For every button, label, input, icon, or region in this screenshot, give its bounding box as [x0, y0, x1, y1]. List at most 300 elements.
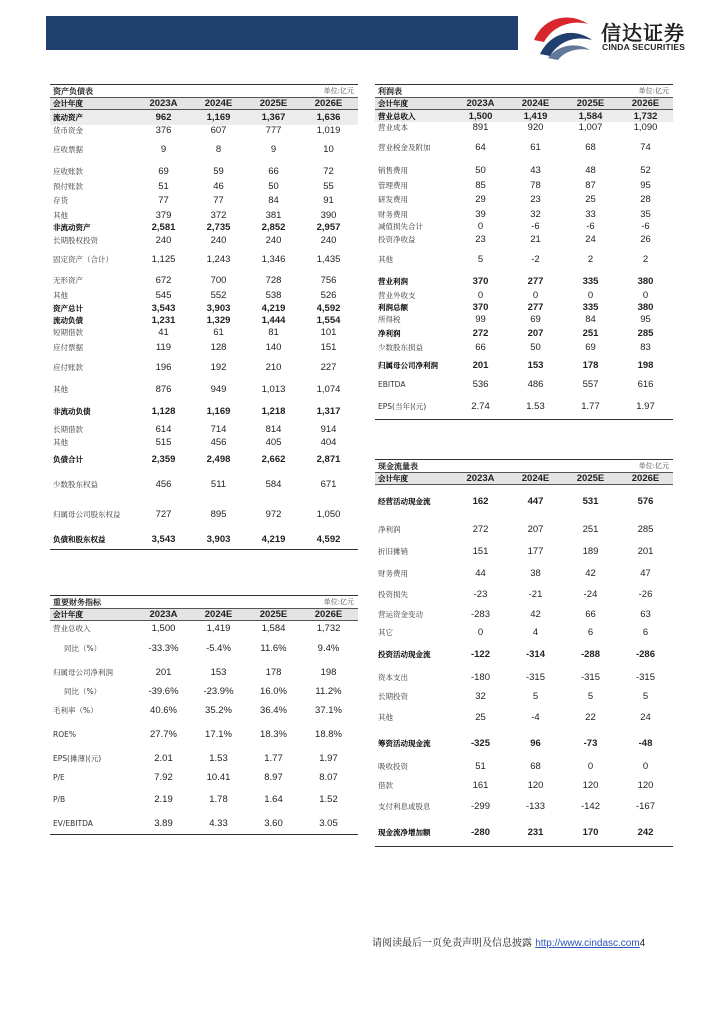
row-value: 1,419 — [523, 110, 548, 122]
row-value: 3.60 — [264, 817, 283, 829]
row-label: 所得税 — [378, 315, 401, 324]
table-row — [50, 233, 358, 247]
row-value: 1,074 — [316, 383, 341, 395]
row-label: EPS(当年)(元) — [378, 401, 427, 411]
row-label: 同比（%） — [64, 686, 102, 696]
row-value: 33 — [585, 208, 596, 220]
row-value: -21 — [528, 588, 543, 600]
row-value: 72 — [323, 165, 334, 177]
header-banner — [46, 16, 518, 50]
row-value: 700 — [210, 274, 227, 286]
row-value: 0 — [642, 760, 649, 772]
row-value: -167 — [635, 801, 655, 812]
row-value: 545 — [155, 290, 172, 301]
row-value: 949 — [210, 383, 227, 395]
table-row — [375, 641, 673, 667]
row-value: -314 — [525, 648, 545, 660]
row-value: 23 — [475, 233, 486, 245]
row-value: 1,419 — [206, 623, 231, 634]
row-value: 511 — [210, 479, 227, 490]
row-value: 66 — [268, 165, 279, 177]
row-value: 84 — [585, 314, 596, 325]
table-row — [375, 246, 673, 273]
row-value: 151 — [320, 342, 337, 353]
column-header-year: 2023A — [149, 98, 178, 109]
row-value: 201 — [637, 546, 654, 557]
row-value: 2,871 — [316, 453, 341, 465]
column-header-label: 会计年度 — [53, 99, 83, 108]
table-row — [375, 705, 673, 729]
row-value: 8.97 — [264, 772, 283, 783]
row-label: 预付账款 — [53, 181, 83, 191]
table-row — [50, 326, 358, 339]
table-row — [375, 289, 673, 301]
row-value: 91 — [323, 195, 334, 206]
column-header-year: 2026E — [631, 473, 660, 484]
row-value: 9 — [270, 144, 277, 155]
table-title: 利润表 — [378, 87, 402, 96]
row-value: 11.6% — [260, 642, 287, 654]
table-row — [50, 339, 358, 356]
row-label: 营业利润 — [378, 276, 408, 286]
row-label: 其他 — [378, 712, 393, 722]
row-value: 1.77 — [581, 400, 600, 412]
table-title: 现金流量表 — [378, 462, 418, 471]
row-label: 应付票据 — [53, 343, 83, 352]
column-header-year: 2025E — [259, 98, 288, 109]
table-row — [375, 818, 673, 846]
table-row — [375, 178, 673, 192]
row-value: 47 — [640, 567, 651, 579]
table-row — [375, 301, 673, 313]
row-value: 6 — [587, 627, 594, 638]
row-value: 728 — [265, 274, 282, 286]
row-label: 毛利率（%） — [53, 705, 98, 715]
row-value: 607 — [210, 125, 227, 136]
table-row — [375, 232, 673, 246]
row-value: 2,735 — [206, 222, 231, 233]
table-unit: 单位:亿元 — [323, 598, 354, 606]
row-value: 120 — [637, 779, 654, 791]
row-value: -5.4% — [206, 642, 231, 654]
table-bottom-rule — [50, 834, 358, 835]
table-row — [50, 356, 358, 378]
row-label: 长期借款 — [53, 424, 83, 434]
row-value: 1,218 — [261, 405, 286, 417]
row-value: 814 — [265, 423, 282, 435]
row-value: 26 — [640, 233, 651, 245]
row-value: 99 — [475, 314, 486, 325]
table-unit: 单位:亿元 — [638, 87, 669, 95]
table-row — [50, 179, 358, 193]
row-value: 372 — [210, 209, 227, 221]
table-row — [375, 340, 673, 354]
column-header-year: 2025E — [259, 609, 288, 620]
row-value: 1.52 — [319, 793, 338, 805]
row-value: 74 — [640, 142, 651, 153]
row-value: 29 — [475, 194, 486, 205]
table-row — [375, 604, 673, 624]
row-label: 归属母公司净利润 — [378, 360, 438, 370]
row-value: 536 — [472, 379, 489, 390]
row-label: 现金流净增加额 — [378, 827, 431, 837]
row-value: 69 — [530, 314, 541, 325]
row-value: 914 — [320, 423, 337, 435]
row-value: 18.3% — [260, 729, 287, 740]
row-value: 1,444 — [261, 314, 286, 326]
row-value: 50 — [530, 341, 541, 353]
row-value: 64 — [475, 142, 486, 153]
row-value: 81 — [268, 327, 279, 338]
row-value: 170 — [582, 826, 599, 838]
row-value: 43 — [530, 164, 541, 176]
row-value: 272 — [472, 327, 489, 339]
row-value: 2,359 — [151, 453, 176, 465]
row-value: 4.33 — [209, 817, 228, 829]
row-value: -23 — [473, 588, 488, 600]
table-row — [375, 517, 673, 541]
row-value: 2.01 — [154, 752, 173, 764]
row-value: 335 — [582, 275, 599, 287]
row-label: P/E — [53, 773, 65, 782]
row-value: 101 — [320, 327, 337, 338]
row-label: 研发费用 — [378, 195, 408, 204]
row-value: 61 — [213, 327, 224, 338]
row-value: 153 — [527, 359, 544, 371]
row-value: 0 — [532, 289, 539, 301]
column-header-label: 会计年度 — [378, 474, 408, 483]
row-value: 1,732 — [633, 110, 658, 122]
row-label: 财务费用 — [378, 209, 408, 219]
table-row — [375, 376, 673, 393]
row-label: 净利润 — [378, 328, 401, 338]
row-value: 83 — [640, 341, 651, 353]
row-value: 1,732 — [316, 623, 341, 634]
table-row — [375, 541, 673, 562]
row-value: 671 — [320, 479, 337, 490]
row-label: 其他 — [53, 291, 68, 300]
row-value: 1,231 — [151, 314, 176, 326]
row-value: 251 — [582, 327, 599, 339]
row-value: -4 — [531, 711, 540, 723]
row-value: 59 — [213, 165, 224, 177]
row-value: 272 — [472, 523, 489, 535]
row-value: 379 — [155, 209, 172, 221]
row-value: -33.3% — [148, 642, 179, 654]
row-value: 240 — [210, 234, 227, 246]
row-value: 2 — [642, 254, 649, 265]
row-value: 55 — [323, 180, 334, 192]
column-header-year: 2026E — [314, 609, 343, 620]
row-value: 376 — [155, 125, 172, 136]
row-label: 长期投资 — [378, 691, 408, 701]
row-label: 同比（%） — [64, 643, 102, 653]
table-row — [375, 393, 673, 419]
table-row — [50, 470, 358, 499]
row-value: 3,543 — [151, 534, 176, 545]
row-value: 95 — [640, 179, 651, 191]
row-value: 5 — [532, 690, 539, 702]
row-value: 456 — [210, 436, 227, 448]
row-value: 5 — [642, 690, 649, 702]
row-value: 10 — [323, 144, 334, 155]
table-row — [375, 795, 673, 818]
table-header — [375, 459, 673, 472]
column-header-label: 会计年度 — [53, 610, 83, 619]
column-header-row — [375, 97, 673, 110]
row-value: 0 — [477, 627, 484, 638]
row-value: 390 — [320, 209, 337, 221]
row-value: 42 — [585, 567, 596, 579]
row-label: 投资净收益 — [378, 234, 416, 244]
row-label: 投资损失 — [378, 589, 408, 599]
row-value: 231 — [527, 826, 544, 838]
row-value: -6 — [531, 221, 540, 232]
row-value: 4 — [532, 627, 539, 638]
row-value: 44 — [475, 567, 486, 579]
row-value: 96 — [530, 737, 541, 749]
row-value: -142 — [580, 801, 600, 812]
row-value: 1,169 — [206, 112, 231, 123]
table-row — [375, 624, 673, 641]
row-value: 1,500 — [468, 110, 493, 122]
row-value: 39 — [475, 208, 486, 220]
row-value: -315 — [635, 671, 655, 683]
row-value: 21 — [530, 233, 541, 245]
row-value: -48 — [638, 737, 653, 749]
row-value: -73 — [583, 737, 598, 749]
footer-website-link[interactable]: http://www.cindasc.com — [535, 938, 640, 949]
row-value: 198 — [320, 666, 337, 678]
key-indicators-table — [50, 595, 358, 835]
table-row — [50, 698, 358, 722]
row-value: 714 — [210, 423, 227, 435]
row-label: 非流动负债 — [53, 406, 91, 416]
row-value: 404 — [320, 436, 337, 448]
row-label: 营业总收入 — [378, 111, 416, 121]
row-value: 11.2% — [315, 685, 342, 697]
row-value: 2.74 — [471, 400, 490, 412]
row-value: 119 — [155, 342, 172, 353]
row-label: 折旧摊销 — [378, 547, 408, 556]
row-value: 5 — [587, 690, 594, 702]
row-value: -280 — [470, 826, 490, 838]
row-value: 210 — [265, 361, 282, 373]
table-row — [50, 636, 358, 660]
row-value: 161 — [472, 779, 489, 791]
table-row — [375, 757, 673, 775]
table-row — [50, 163, 358, 179]
row-value: 51 — [158, 180, 169, 192]
row-value: 777 — [265, 125, 282, 136]
table-bottom-rule — [375, 419, 673, 420]
row-value: 201 — [155, 666, 172, 678]
table-row — [50, 684, 358, 698]
row-value: 4,592 — [316, 534, 341, 545]
row-value: 28 — [640, 194, 651, 205]
row-label: 减值损失合计 — [378, 222, 423, 231]
row-value: 177 — [527, 546, 544, 557]
row-value: 2,581 — [151, 222, 176, 233]
row-value: 50 — [268, 180, 279, 192]
table-row — [375, 354, 673, 376]
row-label: 其他 — [53, 384, 68, 394]
row-value: 201 — [472, 359, 489, 371]
row-label: ROE% — [53, 730, 76, 739]
row-value: 405 — [265, 436, 282, 448]
row-label: 负债和股东权益 — [53, 535, 106, 544]
table-header — [375, 84, 673, 97]
row-value: 576 — [637, 495, 654, 507]
column-header-label: 会计年度 — [378, 99, 408, 108]
row-label: 借款 — [378, 780, 393, 790]
row-value: 22 — [585, 711, 596, 723]
table-row — [50, 272, 358, 288]
row-value: -315 — [525, 671, 545, 683]
row-value: 46 — [213, 180, 224, 192]
row-value: 1.97 — [319, 752, 338, 764]
row-value: 16.0% — [260, 685, 287, 697]
table-row — [50, 400, 358, 422]
row-value: 240 — [265, 234, 282, 246]
table-row — [50, 193, 358, 208]
row-value: 10.41 — [206, 772, 231, 783]
table-row — [50, 530, 358, 549]
row-value: -286 — [635, 648, 655, 660]
row-label: 应收账款 — [53, 166, 83, 176]
row-value: 1.64 — [264, 793, 283, 805]
row-label: 少数股东权益 — [53, 480, 98, 489]
row-value: 178 — [265, 666, 282, 678]
row-value: 9 — [160, 144, 167, 155]
row-value: 447 — [527, 495, 544, 507]
page-footer — [372, 934, 645, 949]
row-value: 18.8% — [315, 729, 342, 740]
row-value: 24 — [640, 711, 651, 723]
row-value: 2,957 — [316, 222, 341, 233]
row-value: 153 — [210, 666, 227, 678]
row-value: 1,367 — [261, 112, 286, 123]
row-value: 77 — [158, 195, 169, 206]
row-value: 120 — [527, 779, 544, 791]
row-value: -180 — [470, 671, 490, 683]
table-row — [375, 162, 673, 178]
row-value: 128 — [210, 342, 227, 353]
row-value: 557 — [582, 379, 599, 390]
row-value: 1.97 — [636, 400, 655, 412]
row-label: 非流动资产 — [53, 223, 91, 232]
table-row — [375, 133, 673, 162]
row-value: 63 — [640, 608, 651, 620]
row-value: 27.7% — [150, 729, 177, 740]
row-value: 3.05 — [319, 817, 338, 829]
row-value: 380 — [637, 275, 654, 287]
row-label: 销售费用 — [378, 165, 408, 175]
row-value: 4,592 — [316, 303, 341, 314]
row-value: 52 — [640, 164, 651, 176]
row-value: 1.77 — [264, 752, 283, 764]
row-value: -325 — [470, 737, 490, 749]
row-value: 66 — [475, 341, 486, 353]
row-value: 1,125 — [151, 254, 176, 265]
row-value: 240 — [155, 234, 172, 246]
row-value: 35 — [640, 208, 651, 220]
row-value: 38 — [530, 567, 541, 579]
row-label: 营业成本 — [378, 123, 408, 132]
row-value: 78 — [530, 179, 541, 191]
table-unit: 单位:亿元 — [323, 87, 354, 95]
row-value: 370 — [472, 275, 489, 287]
row-value: 972 — [265, 509, 282, 520]
row-label: 营业外收支 — [378, 290, 416, 300]
column-header-year: 2023A — [466, 473, 495, 484]
row-label: 投资活动现金流 — [378, 649, 431, 659]
row-label: 存货 — [53, 196, 68, 205]
table-row — [50, 314, 358, 326]
row-value: 36.4% — [260, 704, 287, 716]
row-value: 876 — [155, 383, 172, 395]
column-header-year: 2024E — [521, 98, 550, 109]
row-value: 552 — [210, 290, 227, 301]
balance-sheet-table — [50, 84, 358, 550]
column-header-row — [375, 472, 673, 485]
table-row — [375, 687, 673, 705]
row-value: 23 — [530, 194, 541, 205]
row-value: 7.92 — [154, 772, 173, 783]
row-value: 538 — [265, 290, 282, 301]
row-label: 支付利息或股息 — [378, 802, 431, 811]
row-value: 87 — [585, 179, 596, 191]
row-label: 归属母公司股东权益 — [53, 509, 121, 519]
table-row — [50, 222, 358, 233]
row-label: 利润总额 — [378, 302, 408, 312]
row-value: 25 — [585, 194, 596, 205]
row-label: P/B — [53, 794, 66, 804]
row-value: 51 — [475, 760, 486, 772]
row-value: 95 — [640, 314, 651, 325]
row-value: 277 — [527, 275, 544, 287]
row-value: -299 — [470, 801, 490, 812]
row-value: 672 — [155, 274, 172, 286]
row-value: 614 — [155, 423, 172, 435]
row-value: 1,346 — [261, 254, 286, 265]
row-value: 8.07 — [319, 772, 338, 783]
row-value: 2,498 — [206, 453, 231, 465]
column-header-year: 2024E — [521, 473, 550, 484]
table-unit: 单位:亿元 — [638, 462, 669, 470]
table-row — [375, 273, 673, 289]
row-value: 251 — [582, 523, 599, 535]
row-value: 277 — [527, 301, 544, 313]
table-row — [375, 122, 673, 133]
row-value: 526 — [320, 290, 337, 301]
table-row — [50, 422, 358, 436]
logo-chinese-text: 信达证券 — [601, 21, 685, 45]
row-label: EV/EBITDA — [53, 818, 93, 828]
row-value: 69 — [585, 341, 596, 353]
row-value: 162 — [472, 495, 489, 507]
row-value: 6 — [642, 627, 649, 638]
cinda-logo — [530, 10, 710, 60]
table-row — [50, 303, 358, 314]
table-row — [375, 729, 673, 757]
table-row — [375, 562, 673, 584]
row-value: -122 — [470, 648, 490, 660]
row-value: 1.53 — [209, 752, 228, 764]
row-label: 流动负债 — [53, 315, 83, 325]
row-value: 24 — [585, 233, 596, 245]
row-value: 962 — [155, 112, 172, 123]
